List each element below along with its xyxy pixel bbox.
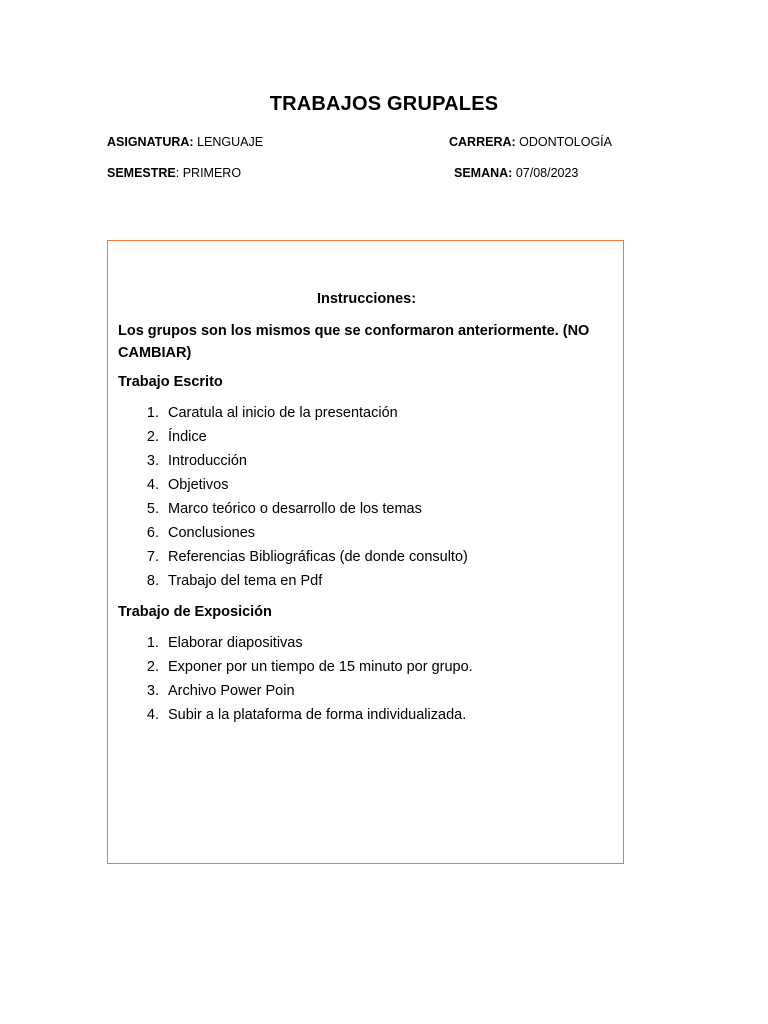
carrera-label: CARRERA: [449,135,516,149]
list-item: 2. Índice [163,425,615,449]
semana-value: 07/08/2023 [515,166,579,180]
list-item: 7. Referencias Bibliográficas (de donde consulto) [163,545,615,569]
list-item: 5. Marco teórico o desarrollo de los temas [163,497,615,521]
semestre-label: SEMESTRE [107,166,176,180]
list-item: 1. Caratula al inicio de la presentación [163,401,615,425]
semana-line [454,166,578,180]
list-item: 3. Archivo Power Poin [163,679,615,703]
exposition-heading: Trabajo de Exposición [118,604,272,620]
document-title: TRABAJOS GRUPALES [269,93,499,115]
asignatura-value: LENGUAJE [197,135,264,149]
written-work-list [118,401,615,593]
list-item: 3. Introducción [163,449,615,473]
list-item: 4. Objetivos [163,473,615,497]
written-work-heading: Trabajo Escrito [118,374,223,390]
list-item: 2. Exponer por un tiempo de 15 minuto por grupo. [163,655,615,679]
carrera-value: ODONTOLOGÍA [519,135,612,149]
list-item: 4. Subir a la plataforma de forma individualizada. [163,703,615,727]
instructions-content [118,291,615,738]
list-item: 6. Conclusiones [163,521,615,545]
groups-note: Los grupos son los mismos que se conformaron anteriormente. (NO CAMBIAR) [118,323,590,361]
instructions-box [107,240,624,864]
carrera-line [449,135,612,149]
instructions-heading: Instrucciones: [316,291,417,307]
asignatura-label: ASIGNATURA: [107,135,194,149]
exposition-list [118,631,615,727]
semana-label: SEMANA: [454,166,513,180]
list-item: 1. Elaborar diapositivas [163,631,615,655]
list-item: 8. Trabajo del tema en Pdf [163,569,615,593]
semestre-line [107,166,241,180]
asignatura-line [107,135,263,149]
semestre-value: : PRIMERO [175,166,242,180]
